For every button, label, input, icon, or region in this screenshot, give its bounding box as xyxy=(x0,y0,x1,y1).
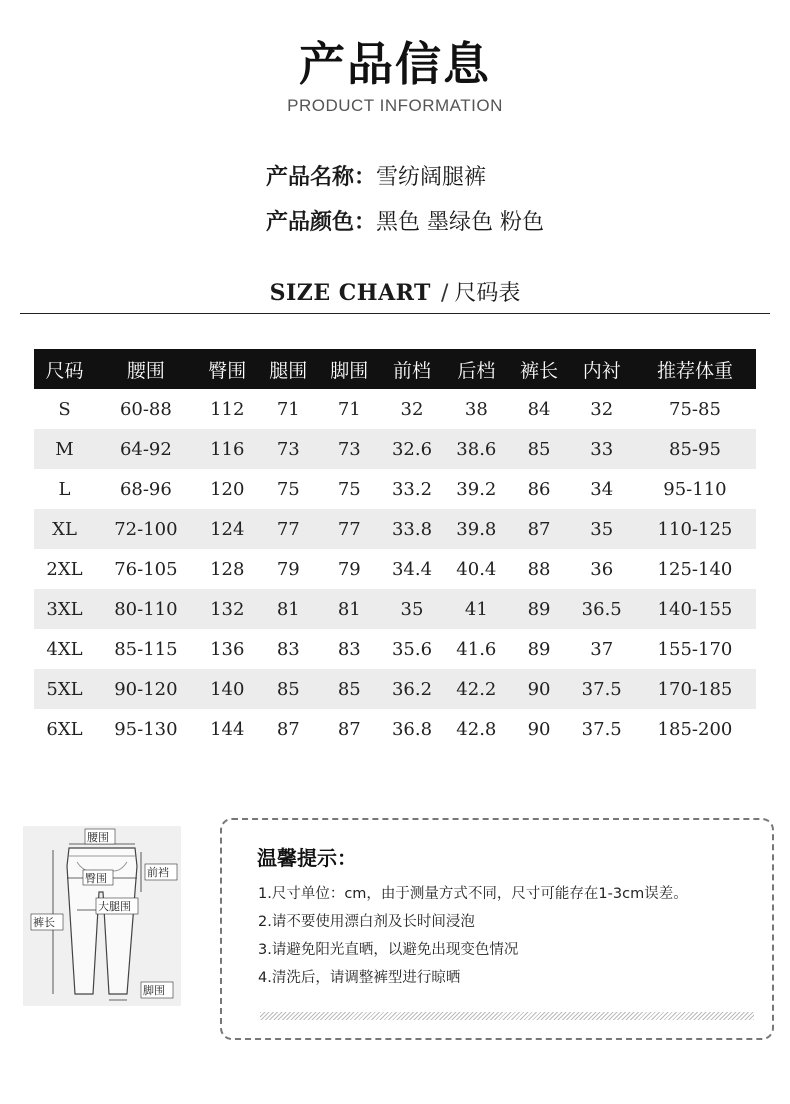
table-cell: 84 xyxy=(527,398,551,420)
table-cell: 79 xyxy=(337,558,361,580)
care-tip-1: 1.尺寸单位：cm，由于测量方式不同，尺寸可能存在1-3cm误差。 xyxy=(258,886,688,902)
care-tip-4: 4.清洗后，请调整裤型进行晾晒 xyxy=(258,970,461,986)
care-tip-2: 2.请不要使用漂白剂及长时间浸泡 xyxy=(258,914,475,930)
table-cell: 35 xyxy=(380,589,444,629)
care-tips-title: 温馨提示： xyxy=(257,846,357,870)
table-cell: 144 xyxy=(210,718,245,740)
table-row xyxy=(34,629,756,669)
section-divider xyxy=(20,313,770,314)
table-cell: 125-140 xyxy=(657,558,733,580)
table-cell: 73 xyxy=(258,429,319,469)
size-table-body xyxy=(34,389,756,749)
table-cell: 32 xyxy=(590,398,614,420)
table-cell: 68-96 xyxy=(119,478,172,500)
size-table-column-header: 腰围 xyxy=(95,349,197,389)
table-cell: M xyxy=(34,429,95,469)
size-chart-title-en: SIZE CHART xyxy=(269,280,431,306)
table-cell: 140-155 xyxy=(634,589,756,629)
table-cell: 71 xyxy=(276,398,300,420)
table-cell: 77 xyxy=(319,509,380,549)
size-table-column-header: 尺码 xyxy=(34,349,95,389)
table-cell: 2XL xyxy=(46,558,83,580)
table-cell: 34.4 xyxy=(391,558,433,580)
page-subtitle: PRODUCT INFORMATION xyxy=(287,96,503,115)
table-cell: 120 xyxy=(210,478,245,500)
table-cell: 42.2 xyxy=(444,669,508,709)
table-cell: 95-110 xyxy=(663,478,727,500)
size-table-column-header: 内衬 xyxy=(570,349,634,389)
table-cell: 90 xyxy=(509,669,570,709)
table-cell: 110-125 xyxy=(634,509,756,549)
table-cell: 32.6 xyxy=(380,429,444,469)
table-row xyxy=(34,549,756,589)
table-row xyxy=(34,589,756,629)
product-name-line xyxy=(266,160,486,191)
table-cell: 3XL xyxy=(34,589,95,629)
table-cell: 132 xyxy=(197,589,258,629)
table-cell: 76-105 xyxy=(114,558,178,580)
table-cell: 155-170 xyxy=(657,638,733,660)
front-rise-tag: 前裆 xyxy=(147,866,169,879)
table-cell: 128 xyxy=(210,558,245,580)
table-cell: 36.5 xyxy=(570,589,634,629)
table-cell: 36.8 xyxy=(391,718,433,740)
size-table xyxy=(34,349,756,749)
table-cell: 89 xyxy=(527,638,551,660)
table-cell: 136 xyxy=(210,638,245,660)
table-cell: 41 xyxy=(444,589,508,629)
product-name-label: 产品名称： xyxy=(266,165,377,190)
length-tag: 裤长 xyxy=(33,916,55,929)
table-cell: 116 xyxy=(197,429,258,469)
product-color-label: 产品颜色： xyxy=(266,210,377,235)
table-cell: 80-110 xyxy=(95,589,197,629)
table-cell: 60-88 xyxy=(119,398,172,420)
table-cell: 75 xyxy=(276,478,300,500)
waist-tag: 腰围 xyxy=(87,831,109,844)
size-table-column-header: 后档 xyxy=(444,349,508,389)
table-cell: 42.8 xyxy=(456,718,497,740)
pants-measurement-diagram xyxy=(23,826,181,1006)
table-cell: 124 xyxy=(197,509,258,549)
size-table-column-header: 推荐体重 xyxy=(634,349,756,389)
table-row xyxy=(34,429,756,469)
product-color-value: 黑色 墨绿色 粉色 xyxy=(376,210,545,235)
table-cell: 36 xyxy=(590,558,614,580)
table-cell: 85-95 xyxy=(634,429,756,469)
hem-tag: 脚围 xyxy=(143,984,165,997)
table-cell: 35 xyxy=(570,509,634,549)
size-table-column-header: 前档 xyxy=(380,349,444,389)
table-cell: 87 xyxy=(337,718,361,740)
table-row xyxy=(34,389,756,429)
table-cell: 89 xyxy=(509,589,570,629)
size-table-column-header: 脚围 xyxy=(319,349,380,389)
table-cell: 38.6 xyxy=(444,429,508,469)
table-row xyxy=(34,509,756,549)
table-cell: 34 xyxy=(590,478,614,500)
table-cell: 77 xyxy=(258,509,319,549)
table-cell: 85 xyxy=(509,429,570,469)
table-cell: 87 xyxy=(509,509,570,549)
table-row xyxy=(34,709,756,749)
table-cell: 38 xyxy=(464,398,488,420)
table-cell: 39.8 xyxy=(444,509,508,549)
size-table-column-header: 臀围 xyxy=(197,349,258,389)
table-cell: 85-115 xyxy=(114,638,178,660)
table-cell: 40.4 xyxy=(456,558,497,580)
table-cell: 86 xyxy=(527,478,551,500)
table-cell: 90-120 xyxy=(95,669,197,709)
table-cell: 32 xyxy=(400,398,424,420)
table-cell: 73 xyxy=(319,429,380,469)
pants-illustration xyxy=(23,826,181,1006)
table-cell: 81 xyxy=(258,589,319,629)
size-chart-title-cn: 尺码表 xyxy=(454,281,521,306)
table-row xyxy=(34,469,756,509)
table-cell: XL xyxy=(34,509,95,549)
table-cell: 185-200 xyxy=(657,718,733,740)
table-cell: 95-130 xyxy=(114,718,178,740)
care-tips-box xyxy=(220,818,774,1040)
table-cell: 170-185 xyxy=(634,669,756,709)
table-cell: 37 xyxy=(590,638,614,660)
table-row xyxy=(34,669,756,709)
size-table-column-header: 裤长 xyxy=(509,349,570,389)
table-cell: 81 xyxy=(319,589,380,629)
table-cell: 33.2 xyxy=(391,478,433,500)
table-cell: 90 xyxy=(527,718,551,740)
table-cell: 6XL xyxy=(46,718,83,740)
table-cell: 36.2 xyxy=(380,669,444,709)
size-table-column-header: 腿围 xyxy=(258,349,319,389)
table-cell: 83 xyxy=(276,638,300,660)
table-cell: L xyxy=(58,478,71,500)
size-chart-separator: / xyxy=(440,281,449,306)
table-cell: 79 xyxy=(276,558,300,580)
hip-tag: 臀围 xyxy=(85,872,107,885)
table-cell: 75-85 xyxy=(669,398,721,420)
product-color-line xyxy=(266,205,544,236)
product-name-value: 雪纺阔腿裤 xyxy=(376,165,487,190)
table-cell: 88 xyxy=(527,558,551,580)
table-cell: 4XL xyxy=(46,638,83,660)
table-cell: 85 xyxy=(319,669,380,709)
thigh-tag: 大腿围 xyxy=(98,900,131,913)
size-chart-heading xyxy=(0,276,790,307)
care-tip-3: 3.请避免阳光直晒，以避免出现变色情况 xyxy=(258,942,519,958)
table-cell: 72-100 xyxy=(95,509,197,549)
table-cell: 37.5 xyxy=(570,669,634,709)
table-cell: 33 xyxy=(570,429,634,469)
size-table-header xyxy=(34,349,756,389)
table-cell: 75 xyxy=(337,478,361,500)
table-cell: 64-92 xyxy=(95,429,197,469)
table-cell: 85 xyxy=(258,669,319,709)
table-cell: S xyxy=(58,398,71,420)
table-cell: 5XL xyxy=(34,669,95,709)
table-cell: 33.8 xyxy=(380,509,444,549)
table-cell: 35.6 xyxy=(391,638,433,660)
table-cell: 37.5 xyxy=(581,718,622,740)
table-cell: 39.2 xyxy=(456,478,497,500)
table-cell: 71 xyxy=(337,398,361,420)
table-cell: 41.6 xyxy=(456,638,497,660)
table-cell: 83 xyxy=(337,638,361,660)
table-cell: 112 xyxy=(210,398,245,420)
page-title: 产品信息 xyxy=(299,37,491,91)
table-cell: 140 xyxy=(197,669,258,709)
table-cell: 87 xyxy=(276,718,300,740)
decorative-hatch-bar xyxy=(260,1012,754,1020)
